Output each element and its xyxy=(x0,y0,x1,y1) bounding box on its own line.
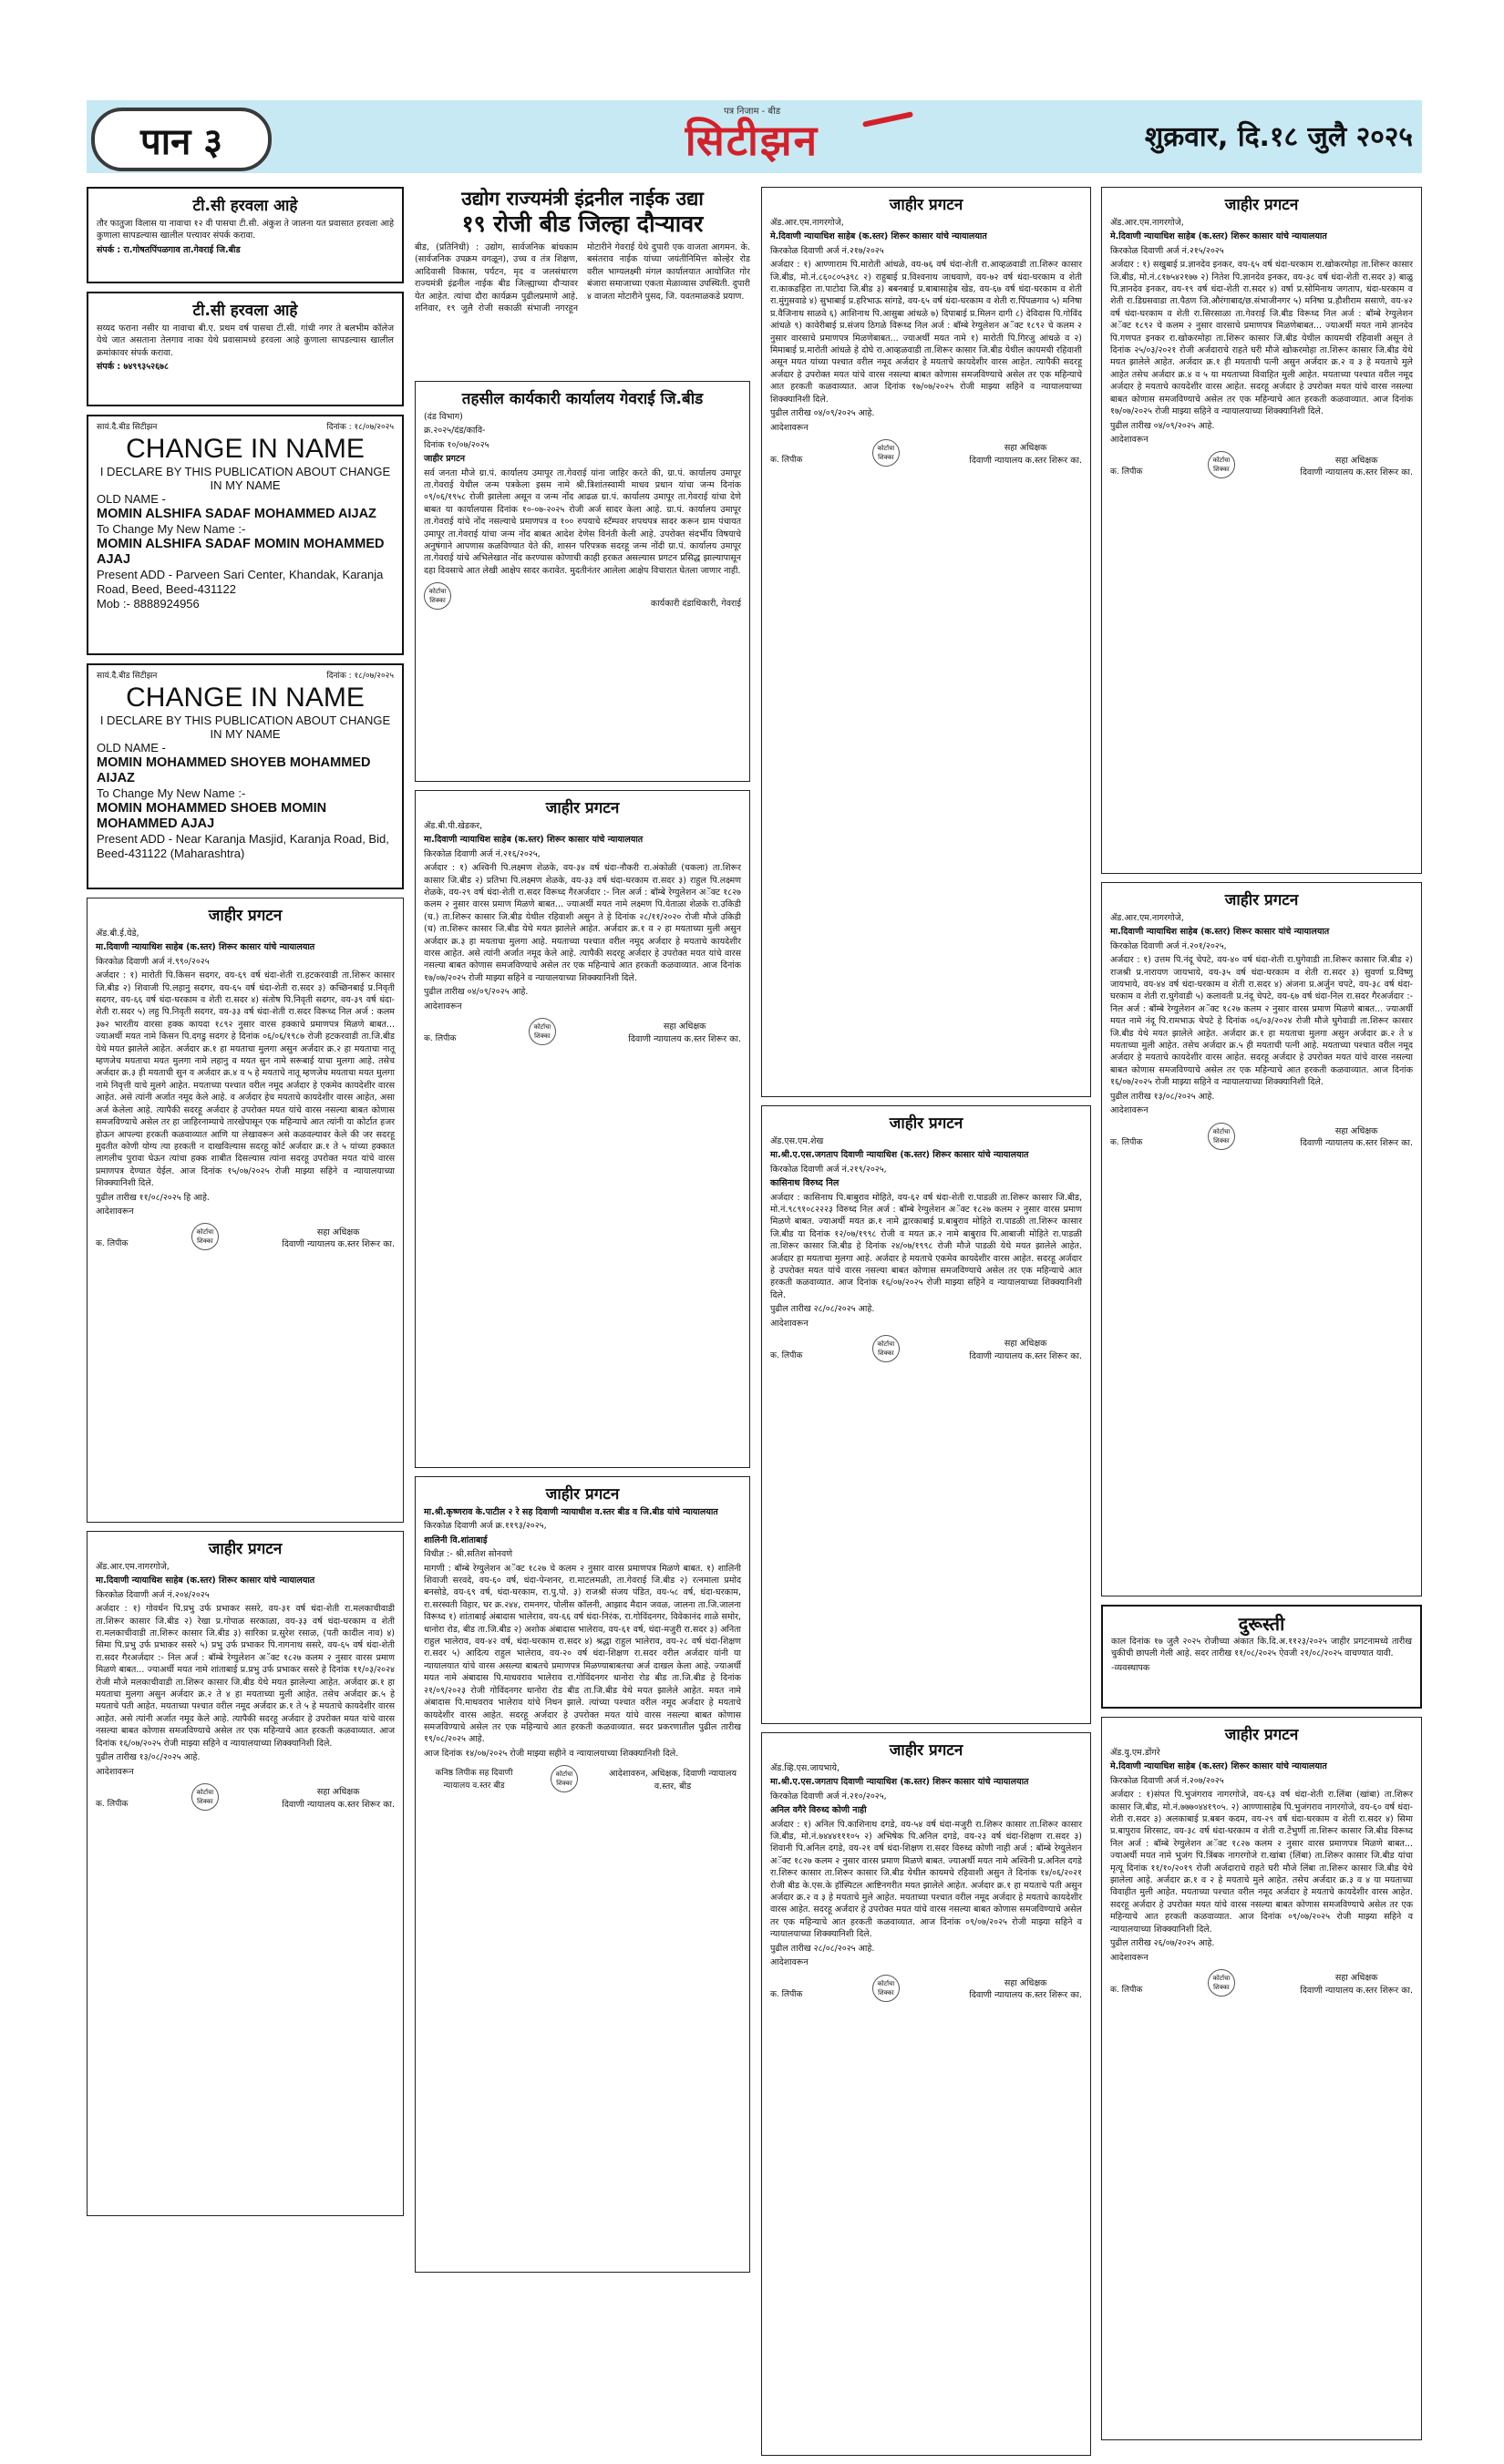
court-seal-icon: कोर्टाचा शिक्का xyxy=(1208,1123,1235,1150)
case-number: किरकोळ दिवाणी अर्ज नं.२१०/२०२५, xyxy=(770,1791,887,1802)
clerk-label: क. लिपीक xyxy=(770,455,803,465)
case-number: किरकोळ दिवाणी अर्ज नं.२१६/२०२५, xyxy=(424,848,541,859)
office-seal-icon: कोर्टाचा शिक्का xyxy=(424,582,451,610)
order-note: आदेशावरून xyxy=(770,1318,809,1329)
signatory xyxy=(969,442,1082,467)
new-name-label: To Change My New Name :- xyxy=(97,786,246,801)
notice-body: तौर फातुजा विलास या नावाचा १२ वी पासचा टी.सी. अंकुश ते जालना यत प्रवासात हरवला आहे कुणाला सापडल्यास खालील पत्त्यावर संपर्क करावा. xyxy=(97,219,395,241)
clerk-label: क. लिपीक xyxy=(1110,1138,1143,1148)
notice-title: जाहीर प्रगटन xyxy=(424,454,466,465)
logo-title: सिटीझन xyxy=(685,116,819,165)
public-notice-4 xyxy=(415,1476,750,2273)
clerk-label: क. लिपीक xyxy=(770,1350,803,1360)
court-seal-icon: कोर्टाचा शिक्का xyxy=(872,439,900,467)
old-name-label: OLD NAME - xyxy=(97,741,166,755)
reference-number: क्र.२०२५/दंड/कावि- xyxy=(424,426,486,436)
public-notice-5 xyxy=(761,187,1091,1097)
notice-title: जाहीर प्रगटन xyxy=(889,196,963,214)
clerk-label: क. लिपीक xyxy=(1110,467,1143,477)
office-name: तहसील कार्यकारी कार्यालय गेवराई जि.बीड xyxy=(461,390,704,408)
present-address: Present ADD - Near Karanja Masjid, Karanja Road, Bid, Beed-431122 (Maharashtra) xyxy=(97,832,389,861)
signatory-title: सहा अधिक्षक xyxy=(663,1022,706,1032)
notice-title: जाहीर प्रगटन xyxy=(545,1485,620,1504)
signature-block xyxy=(96,1223,395,1250)
case-number: किरकोळ दिवाणी अर्ज नं.२०४/२०२५ xyxy=(96,1589,210,1600)
signatory-title: सहा अधिक्षक xyxy=(1334,1125,1378,1136)
signature-block xyxy=(770,1975,1082,2002)
court-seal-icon: कोर्टाचा शिक्का xyxy=(1208,451,1235,478)
order-note: आदेशावरून xyxy=(1110,434,1149,445)
public-notice-10 xyxy=(1101,1717,1422,2440)
case-parties: कासिनाथ विरुध्द निल xyxy=(770,1178,840,1189)
advocate-name: ॲड.एस.एम.शेख xyxy=(770,1136,824,1146)
notice-declaration: I DECLARE BY THIS PUBLICATION ABOUT CHANGE IN MY NAME xyxy=(99,465,391,493)
signature-block xyxy=(1110,451,1413,478)
signatory-title: सहा अधिक्षक xyxy=(1004,1339,1047,1350)
notice-body: अर्जदार : १) उत्तम पि.नंदू चेपटे, वय-४० वर्ष धंदा-शेती रा.घुगेवाडी ता.शिरूर कासार जि.बीड २) राजश्री प्र.नारायण जायभाये, वय-३५ वर्ष धंदा-घरकाम व शेती रा.सदर ३) सुवर्णा प्र.विष्णु जायभाये, वय-४४ वर्ष धंदा-घरकाम व शेती रा.सदर ४) अंजना प्र.अर्जुन चपटे, वय-३८ वर्ष धंदा-घरकाम व शेती रा.घुगेवाडी ५) कलावती प्र.नंदू चेपटे, वय-६७ वर्ष धंदा-निल रा.सदर गैरअर्जदार :- निल अर्ज : बॉम्बे रेग्युलेशन अॅक्ट १८२७ कलम २ नुसार वारस प्रमाण मिळणे बाबत... ज्याअर्थी मयत नामे नंदू पि.रामभाऊ चेपटे हे दिनांक ०६/०३/२०२४ रोजी मौजे घुगेवाडी ता.शिरूर कासार जि.बीड येथे मयत झालेले आहेत. अर्जदार क्र.१ हा मयताचा मुलगा असुन अर्जदार क्र.२ ते ४ मयताच्या मुली आहेत. तसेच अर्जदार क्र.५ ही मयताची पत्नी आहे. मयताच्या पश्चात वरील नमूद अर्जदार हे मयताचे कायदेशीर वारस आहेत. सदरहू अर्जदार हे उपरोक्त मयत यांचे वारस नसल्या बाबत कोणास समजविण्याचे असेल तर एक महिन्याचे आत हरकती कळवाव्यात. आज दिनांक १६/०७/२०२५ रोजी माझ्या सहिने व न्यायालयाच्या शिक्क्यानिशी दिले. xyxy=(1110,955,1413,1088)
signatory xyxy=(969,1338,1082,1362)
court-name: मा.दिवाणी न्यायाधिश साहेब (क.स्तर) शिरूर कासार यांचे न्यायालयात xyxy=(96,942,315,953)
court-name: मा.दिवाणी न्यायाधिश साहेब (क.स्तर) शिरूर कासार यांचे न्यायालयात xyxy=(1110,927,1330,938)
mobile-number: Mob :- 8888924956 xyxy=(97,597,200,611)
signatory-title: सहा अधिक्षक xyxy=(1334,1973,1378,1984)
old-name-label: OLD NAME - xyxy=(97,492,166,507)
signatory-office: दिवाणी न्यायालय क.स्तर शिरूर का. xyxy=(1300,1138,1413,1149)
notice-date: दिनांक : १८/०७/२०२५ xyxy=(326,672,394,681)
old-name: MOMIN MOHAMMED SHOYEB MOHAMMED AIJAZ xyxy=(97,755,371,786)
court-seal-icon: कोर्टाचा शिक्का xyxy=(872,1335,900,1362)
signatory-office: दिवाणी न्यायालय क.स्तर शिरूर का. xyxy=(1300,467,1413,477)
advocate-name: ॲड.बी.पी.खेडकर, xyxy=(424,821,483,831)
notice-title: जाहीर प्रगटन xyxy=(545,799,620,817)
court-seal-icon: कोर्टाचा शिक्का xyxy=(1208,1969,1235,1997)
tc-lost-notice-2 xyxy=(87,292,404,406)
next-date: पुढील तारीख १३/०८/२०२५ आहे. xyxy=(96,1752,201,1763)
public-notice-1 xyxy=(87,898,404,1523)
order-note: आदेशावरून xyxy=(424,1001,462,1011)
next-date: पुढील तारीख ०४/०९/२०२५ आहे. xyxy=(770,408,875,419)
notice-body: अर्जदार : १) अनिल पि.काशिनाथ दगडे, वय-५४ वर्ष धंदा-मजुरी रा.शिरूर कासार ता.शिरूर कासार जि.बीड, मो.नं.७४४४१११०५ २) अभिषेक पि.अनिल दगडे, वय-२३ वर्ष धंदा-शिक्षण रा.सदर ३) शिवानी पि.अनिल दगडे, वय-२१ वर्ष धंदा-शिक्षण रा.सदर विरुध्द कोणी नाही अर्ज : बॉम्बे रेग्युलेशन अॅक्ट १८२७ कलम २ नुसार वारस प्रमाण मिळणे बाबत. ज्याअर्थी मयत नामे अश्विनी प्र.अनिल दगडे रा.शिरूर कासार ता.शिरूर कासार जि.बीड येथील कायमचे रहिवाशी असुन ते दिनांक १४/०६/२०२१ रोजी बीड के.एस.के हॉस्पिटल आष्टिनगरीत मयत झालेले आहेत. अर्जदार क्र.१ हा मयताचे पती असुन अर्जदार क्र.२ व ३ हे मयताचे मुले आहेत. मयताच्या पश्चात वरील नमूद अर्जदार हे मयताचे कायदेशीर वारस आहेत. सदरहू अर्जदार हे उपरोक्त मयत यांचे वारस नसल्या बाबत कोणास समजविण्याचे असेल तर एक महिन्याचे आत हरकती कळवाव्यात. आज दिनांक ०९/०७/२०२५ रोजी माझ्या सहिने व न्यायालयाच्या शिक्क्यानिशी दिले. xyxy=(770,1819,1082,1940)
notice-date: दिनांक १०/०७/२०२५ xyxy=(424,439,489,450)
court-name: मे.दिवाणी न्यायाधिश साहेब (क.स्तर) शिरूर कासार यांचे न्यायालयात xyxy=(1110,231,1327,242)
signatory xyxy=(282,1227,395,1251)
court-name: मा.श्री.कृष्णराव के.पाटील २ रे सह दिवाणी न्यायाधीश व.स्तर बीड व जि.बीड यांचे न्यायालयात xyxy=(424,1507,718,1517)
signatory xyxy=(1300,455,1413,479)
notice-meta xyxy=(97,671,394,683)
court-seal-icon: कोर्टाचा शिक्का xyxy=(872,1975,900,2002)
notice-body: सय्यद फराना नसीर या नावाचा बी.ए. प्रथम वर्ष पासचा टी.सी. गांधी नगर ते बलभीम कॉलेज येथे जात असताना तेलगाव नाका येथे प्रवासामध्ये हरवला आहे कुणाला सापडल्यास खालील क्रमांकावर संपर्क करावा. xyxy=(97,323,394,358)
case-number: किरकोळ दिवाणी अर्ज नं.२१७/२०२५ xyxy=(770,245,884,256)
signatory xyxy=(628,1021,741,1045)
article-headline-1: उद्योग राज्यमंत्री इंद्रनील नाईक उद्या xyxy=(461,188,704,210)
article-body: बीड, (प्रतिनिधी) : उद्योग, सार्वजनिक बांधकाम (सार्वजनिक उपक्रम वगळून), उच्च व तंत्र शिक्षण, आदिवासी विकास, पर्यटन, मृद व जलसंधारण राज्यमंत्री इंद्रनील नाईक बीड जिल्ह्याच्या दौऱ्यावर येत आहेत. त्यांचा दौरा कार्यक्रम पुढीलप्रमाणे आहे. शनिवार, १९ जुलै रोजी सकाळी संभाजी नगरहून मोटारीने गेवराई येथे दुपारी एक वाजता आगमन. के. बसंतराव नाईक यांच्या जयंतीनिमित्त कोल्हेर रोड वरील भाग्यलक्ष्मी मंगल कार्यालयात आयोजित गोर बंजारा समाजाच्या एकता मेळाव्यास उपस्थिती. दुपारी ४ वाजता मोटारीने पुसद, जि. यवतमाळकडे प्रयाण. xyxy=(415,242,750,314)
signatory: -व्यवस्थापक xyxy=(1111,1662,1150,1673)
signatory-office: दिवाणी न्यायालय क.स्तर शिरूर का. xyxy=(969,1990,1082,2001)
notice-title: जाहीर प्रगटन xyxy=(208,1540,283,1558)
advocate-name: विधीज्ञ :- श्री.सतिश सोनवणे xyxy=(424,1549,513,1560)
court-name: मा.दिवाणी न्यायाधिश साहेब (क.स्तर) शिरूर कासार यांचे न्यायालयात xyxy=(96,1576,315,1586)
signatory-office: दिवाणी न्यायालय क.स्तर शिरूर का. xyxy=(282,1799,395,1810)
notice-contact: संपर्क : ७४९९३५२६७८ xyxy=(97,362,169,373)
notice-title: जाहीर प्रगटन xyxy=(208,907,283,925)
clerk-label: क. लिपीक xyxy=(424,1033,457,1043)
clerk-label: कनिष्ठ लिपीक सह दिवाणी न्यायालय व.स्तर बीड xyxy=(435,1769,513,1791)
public-notice-8 xyxy=(1101,187,1422,874)
signatory-office: दिवाणी न्यायालय क.स्तर शिरूर का. xyxy=(969,455,1082,466)
notice-title: CHANGE IN NAME xyxy=(126,683,365,714)
advocate-name: ॲड.बी.ई.येडे, xyxy=(96,929,139,939)
clerk-label: क. लिपीक xyxy=(1110,1985,1143,1995)
notice-body: अर्जदार : १) आण्णाराम पि.मारोती आंधळे, वय-७६ वर्ष धंदा-शेती रा.आव्हळवाडी ता.शिरूर कासार जि.बीड, मो.नं.८६०८०५३९८ २) राहुबाई प्र.विश्वनाथ जाधवाणे, वय-७२ वर्ष धंदा-घरकाम व शेती रा.काकडहिरा ता.पाटोदा जि.बीड ३) बबनबाई प्र.बाबासाहेब खेड, वय-६७ वर्ष धंदा-घरकाम व शेती रा.मुंगुसवाडे ४) सुभाबाई प्र.हरिभाऊ सांगडे, वय-६५ वर्ष धंदा-घरकाम व शेती रा.पिंपळगाव ५) मनिषा प्र.वैजिनाथ साळवे ६) आशिनाथ पि.आसुबा आंधळे ७) दिपाबाई प्र.मिलन दागी ८) देविदास पि.गोविंद आंधळे ९) कावेरीबाई प्र.संजय ठिगळे विरूध्द निल अर्ज : बॉम्बे रेग्युलेशन अॅक्ट १८९२ चे कलम २ नुसार वारसाचे प्रमाणपत्र मिळणेबाबत... ज्याअर्थी मयत नामे १) मारोती पि.गिरजु आंधळे व २) मिमाबाई प्र.मारोती आंधळे हे दोघे रा.आव्हळवाडी ता.शिरूर कासार जि.बीड येथील कायमची रहिवाशी असून मयत यांच्या पश्चात वरील नमूद अर्जदार हे मयताचे कायदेशीर वारस आहेत. त्यापैकी सदरहू अर्जदार हे उपरोक्त मयत यांचे वारस नसल्या बाबत कोणास समजविण्याचे असेल तर एक महिन्याचे आत हरकती कळवाव्यात. आज दिनांक १७/०७/२०२५ रोजी माझ्या सहिने व न्यायालयाच्या शिक्क्यानिशी दिले. xyxy=(770,260,1082,405)
notice-title: जाहीर प्रगटन xyxy=(889,1114,963,1133)
signatory-title: सहा अधिक्षक xyxy=(1334,455,1378,466)
court-name: मा.श्री.ए.एस.जगताप दिवाणी न्यायाधिश (क.स्तर) शिरूर कासार यांचे न्यायालयात xyxy=(770,1150,1029,1161)
issue-line: आज दिनांक १४/०७/२०२५ रोजी माझ्या सहीने व न्यायालयाच्या शिक्क्यानिशी दिले. xyxy=(424,1748,679,1759)
newspaper-logo xyxy=(583,104,921,169)
public-notice-6 xyxy=(761,1105,1091,1724)
next-date: पुढील तारीख १३/०८/२०२५ आहे. xyxy=(1110,1091,1215,1102)
court-seal-icon: कोर्टाचा शिक्का xyxy=(551,1765,578,1792)
column-1 xyxy=(87,187,404,2224)
signatory-office: दिवाणी न्यायालय क.स्तर शिरूर का. xyxy=(282,1238,395,1249)
notice-date: दिनांक : १८/०७/२०२५ xyxy=(326,423,394,432)
notice-declaration: I DECLARE BY THIS PUBLICATION ABOUT CHANGE IN MY NAME xyxy=(99,714,391,742)
clerk-label: क. लिपीक xyxy=(96,1799,129,1809)
next-date: पुढील तारीख ०४/०९/२०२५ आहे. xyxy=(1110,420,1215,431)
signatory: कार्यकारी दंडाधिकारी, गेवराई xyxy=(650,598,741,609)
signatory-title: सहा अधिक्षक xyxy=(316,1227,360,1237)
advocate-name: ॲड.आर.एम.नागरगोजे, xyxy=(1110,913,1184,923)
signatory xyxy=(1300,1125,1413,1150)
notice-title: जाहीर प्रगटन xyxy=(1224,891,1299,909)
public-notice-2 xyxy=(87,1531,404,2216)
notice-body: अर्जदार : १) अश्विनी पि.लक्ष्मण शेळके, वय-३४ वर्ष धंदा-नौकरी रा.अंकोळी (चकला) ता.शिरूर कासार जि.बीड २) प्रतिभा पि.लक्ष्मण शेळके, वय-३३ वर्ष धंदा-घरकाम रा.सदर ३) राहुल पि.लक्ष्मण शेळके, वय-२९ वर्ष धंदा-शेती रा.सदर विरूध्द गैरअर्जदार :- निल अर्ज : बॉम्बे रेग्युलेशन अॅक्ट १८२७ कलम २ नुसार वारस प्रमाण मिळणे बाबत... ज्याअर्थी मयत नामे लक्ष्मण पि.येताळा शेळके रा.उकिडी (च.) ता.शिरूर कासार जि.बीड येथील रहिवाशी असुन ते हे दिनांक २८/११/२०२० रोजी मौजे उकिडी (च) ता.शिरूर कासार जि.बीड येथे मयत झालेले आहेत. अर्जदार क्र.१ व २ हा मयताच्या मुली असुन अर्जदार क्र.३ हा मयताचा मुलगा आहे. मयताच्या पश्चात वरील नमूद अर्जदार हे मयताचे कायदेशीर वारस आहेत. असे त्यांनी अर्जात नमूद केले आहे. त्यापैकी सदरहू अर्जदार हे उपरोक्त मयत यांचे वारस नसल्या बाबत कोणास समजविण्याचे असेल तर एक महिन्याचे आत हरकती कळवाव्यात. आज दिनांक १७/०७/२०२५ रोजी माझ्या सहिने व न्यायालयाच्या शिक्क्यानिशी दिले. xyxy=(424,863,741,983)
order-note: आदेशावरून xyxy=(770,1957,809,1968)
court-seal-icon: कोर्टाचा शिक्का xyxy=(529,1018,556,1045)
notice-body: अर्जदार : १) गोवर्धन पि.प्रभु उर्फ प्रभाकर ससरे, वय-३१ वर्ष धंदा-शेती रा.मलकाचीवाडी ता.शिरूर कासार जि.बीड २) रेखा प्र.गोपाळ सरकाळा, वय-३३ वर्ष धंदा-घरकाम व शेती रा.मलकाचीवाडी ता.शिरूर कासार जि.बीड ३) सारिका प्र.सुरेश रसाळ, (पती कादील नाव) ४) सिमा पि.प्रभु उर्फ प्रभाकर ससरे ५) प्रभु उर्फ प्रभाकर पि.नागनाथ ससरे, वय-६५ वर्ष धंदा-शेती रा.सदर गैरअर्जदार :- निल अर्ज : बॉम्बे रेग्युलेशन अॅक्ट १८२७ कलम २ नुसार वारस प्रमाण मिळणे बाबत... ज्याअर्थी मयत नामे शांताबाई प्र.प्रभु उर्फ प्रभाकर ससरे हे दिनांक ११/०३/२०२४ रोजी मौजे मलकाचीवाडी ता.शिरूर कासार जि.बीड येथे मयत झालेल्या आहेत. अर्जदार क्र.१ हा मयताचा मुलगा असुन अर्जदार क्र.२ ते ४ हा मयताच्या मुली आहेत. तसेच अर्जदार क्र.५ हे मयताचे पती आहेत. मयताच्या पश्चात वरील नमूद अर्जदार क्र.१ ते ५ हे मयताचे कायदेशीर वारस आहेत. असे त्यांनी अर्जात नमूद केले आहे. त्यापैकी सदरहू अर्जदार हे उपरोक्त मयत यांचे वारस नसल्या बाबत कोणास समजविण्याचे असेल तर एक महिन्याचे आत हरकती कळवाव्यात. आज दिनांक १६/०७/२०२५ रोजी माझ्या सहिने व न्यायालयाच्या शिक्क्यानिशी दिले. xyxy=(96,1604,395,1749)
signatory-title: सहा अधिक्षक xyxy=(316,1787,360,1798)
advocate-name: ॲड.आर.एम.नागरगोजे, xyxy=(1110,218,1184,228)
old-name: MOMIN ALSHIFA SADAF MOHAMMED AIJAZ xyxy=(97,507,376,522)
new-name: MOMIN ALSHIFA SADAF MOMIN MOHAMMED AJAJ xyxy=(97,537,385,568)
signature-block xyxy=(1110,1123,1413,1150)
clerk-label: क. लिपीक xyxy=(96,1238,129,1248)
signature-block xyxy=(424,1765,741,1792)
case-parties: शालिनी वि.शांताबाई xyxy=(424,1535,488,1545)
order-note: आदेशावरून xyxy=(1110,1952,1149,1963)
notice-title: दुरूस्ती xyxy=(1238,1613,1285,1635)
notice-title: CHANGE IN NAME xyxy=(126,434,365,465)
case-number: किरकोळ दिवाणी अर्ज क्र.११९३/२०२५, xyxy=(424,1521,547,1532)
present-address: Present ADD - Parveen Sari Center, Khandak, Karanja Road, Beed, Beed-431122 xyxy=(97,568,384,597)
order-note: आदेशावरून xyxy=(96,1766,134,1777)
notice-title: जाहीर प्रगटन xyxy=(889,1741,963,1760)
order-note: आदेशावरून xyxy=(96,1206,134,1217)
notice-body: अर्जदार : १)संपत पि.भुजंगराव नागरगोजे, वय-६३ वर्ष धंदा-शेती रा.लिंबा (खांबा) ता.शिरूर कासार जि.बीड, मो.नं.७७७०४४१९०५. २) आण्णासाहेब पि.भुजंगराव नागरगोजे, वय-६० वर्ष धंदा-शेती रा.सदर ३) अलकाबाई प्र.बबन कदम, वय-२९ वर्ष धंदा-घरकाम व शेती रा.सदर ४) सिमा प्र.बापुराव शिरसाट, वय-३८ वर्ष धंदा-घरकाम व शेती रा.टेंभुर्णी ता.शिरूर कासार जि.बीड विरूध्द निल अर्ज : बॉम्बे रेग्युलेशन अॅक्ट १८२७ कलम २ नुसार वारस प्रमाणपत्र मिळणे बाबत... ज्याअर्थी मयत नामे भुजंग पि.त्रिंबक नागरगोजे रा.खांबा (लिंबा) ता.शिरूर कासार जि.बीड यांचा मृत्यू दिनांक ११/१०/२०१९ रोजी अर्जदाराचे राहते घरी मौजे लिंबा ता.शिरूर कासार जि.बीड येथे झालेला आहे. अर्जदार क्र.१ व २ हे मयताचे मुले आहेत. तसेच अर्जदार क्र.३ व ४ या मयताच्या विवाहीत मुली आहेत. मयताच्या पश्चात वरील नमूद अर्जदार हे मयताचे कायदेशीर वारस आहेत. सदरहू अर्जदार हे उपरोक्त मयत यांचे वारस नसल्या बाबत कोणास समजविण्याचे असेल तर एक महिन्याचे आत हरकती कळवाव्यात. आज दिनांक ०९/०७/२०२५ रोजी माझ्या सहिने व न्यायालयाच्या शिक्क्यानिशी दिले. xyxy=(1110,1790,1413,1935)
signature-block xyxy=(1110,1969,1413,1997)
advocate-name: ॲड.यु.एम.डोंगरे xyxy=(1110,1748,1160,1758)
signatory-office: दिवाणी न्यायालय क.स्तर शिरूर का. xyxy=(1300,1985,1413,1996)
page-number-badge: पान ३ xyxy=(91,108,272,171)
signatory-title: सहा अधिक्षक xyxy=(1004,1977,1047,1988)
signatory: आदेशावरुन, अधिक्षक, दिवाणी न्यायालय व.स्तर, बीड xyxy=(609,1769,737,1792)
notice-title: टी.सी हरवला आहे xyxy=(192,302,298,320)
notice-body: काल दिनांक १७ जुलै २०२५ रोजीच्या अंकात कि.दि.अ.११२३/२०२५ जाहीर प्रगटनामध्ये तारीख चुकीची छापली गेली आहे. सदर तारीख ११/०८/२०२५ ऐवजी २१/०८/२०२५ वाचण्यात यावी. xyxy=(1111,1637,1412,1659)
new-name: MOMIN MOHAMMED SHOEB MOMIN MOHAMMED AJAJ xyxy=(97,801,327,832)
case-number: किरकोळ दिवाणी अर्ज नं.२१९/२०२५, xyxy=(770,1164,887,1175)
signature-block xyxy=(770,1335,1082,1362)
signatory xyxy=(969,1977,1082,2002)
notice-body: सर्व जनता मौजे ग्रा.पं. कार्यालय उमापूर ता.गेवराई यांना जाहिर करते की, ग्रा.पं. कार्यालय उमापूर ता.गेवराई येथील जन्म पत्रकेला इसम नामे श्री.त्रिशांतस्वामी माधव प्रधान यांचा जन्म दिनांक ०९/०६/१९५८ रोजी झालेला असून व जन्म नोंद आढळ ग्रा.पं. कार्यालय उमापूर ता.गेवराई यांचा देणे बाबत या कार्यालयास दिनांक १०-०७-२०२५ रोजी अर्ज सादर केला आहे. ग्रा.पं. कार्यालय उमापूर ता.गेवराई यांचे नोंद नसल्याचे प्रमाणपत्र व १०० रुपयाचे स्टॅम्पवर शपथपत्र सादर करून ग्राम पंचायत उमापूर ता.गेवराई यांचा जन्म नोंद बाबत आदेश देणेस विनंती केली आहे. उपरोक्त संदर्भीय विषयाचे अनुषंगाने आपणास कळविण्यात येते की, शासन परिपत्रक सदरहू जन्म नोंदी ग्रा.पं. कार्यालय उमापूर ता.गेवराई यांचे अभिलेखात नोंद करण्यास कोणाची काही हरकत असल्यास प्रगटन प्रसिद्ध झाल्यापासून दहा दिवसाचे आत लेखी आक्षेप सादर करावेत. मुदतीनंतर आलेला आक्षेप विचारात घेतला जाणार नाही. xyxy=(424,467,741,576)
signatory-title: सहा अधिक्षक xyxy=(1004,443,1047,454)
court-name: मे.दिवाणी न्यायाधिश साहेब (क.स्तर) शिरूर कासार यांचे न्यायालयात xyxy=(1110,1761,1327,1772)
next-date: पुढील तारीख २८/०८/२०२५ आहे. xyxy=(770,1943,875,1954)
court-name: मा.श्री.ए.एस.जगताप दिवाणी न्यायाधिश (क.स्तर) शिरूर कासार यांचे न्यायालयात xyxy=(770,1777,1029,1788)
notice-contact: संपर्क : रा.गोषतपिंपळगाव ता.गेवराई जि.बीड xyxy=(97,244,241,255)
tc-lost-notice-1 xyxy=(87,187,404,283)
order-note: आदेशावरून xyxy=(1110,1105,1149,1116)
tahsil-notice xyxy=(415,381,750,782)
clerk-label: क. लिपीक xyxy=(770,1990,803,2000)
notice-title: जाहीर प्रगटन xyxy=(1224,196,1299,214)
public-notice-9 xyxy=(1101,882,1422,1596)
next-date: पुढील तारीख ११/०८/२०२५ हि आहे. xyxy=(96,1192,210,1203)
change-in-name-notice-1 xyxy=(87,415,404,655)
column-4 xyxy=(1101,187,1422,2449)
public-notice-7 xyxy=(761,1732,1091,2456)
advocate-name: ॲड.व्हि.एस.जायभाये, xyxy=(770,1763,840,1773)
court-seal-icon: कोर्टाचा शिक्का xyxy=(191,1783,219,1811)
court-seal-icon: कोर्टाचा शिक्का xyxy=(191,1223,219,1250)
case-number: किरकोळ दिवाणी अर्ज नं.९९०/२०२५ xyxy=(96,956,210,967)
next-date: पुढील तारीख ०४/०९/२०२५ आहे. xyxy=(424,987,529,998)
court-name: मे.दिवाणी न्यायाधिश साहेब (क.स्तर) शिरूर कासार यांचे न्यायालयात xyxy=(770,231,987,242)
correction-notice xyxy=(1101,1605,1422,1709)
signatory xyxy=(282,1786,395,1811)
column-2 xyxy=(415,187,750,2281)
signatory xyxy=(1300,1972,1413,1997)
signature-block xyxy=(424,1018,741,1045)
notice-body: अर्जदार : १) सखुबाई प्र.ज्ञानदेव इनकर, वय-६५ वर्ष धंदा-घरकाम रा.खोकरमोहा ता.शिरूर कासार जि.बीड, मो.नं.८१७५४२१७७ २) नितेश पि.ज्ञानदेव इनकर, वय-३८ वर्ष धंदा-शेती रा.सदर ३) बाळु पि.ज्ञानदेव इनकर, वय-१९ वर्ष धंदा-शेती रा.सदर ४) वर्षा प्र.सोमिनाथ जगताप, धंदा-घरकाम व शेती रा.डिग्रसवाडा ता.पैठण जि.औरंगाबाद/छ.संभाजीनगर ५) मनिषा प्र.हौशीराम ससाणे, वय-४२ वर्ष धंदा-घरकाम व शेती रा.सिरसाळा ता.गेवराई जि.बीड विरूध्द निल अर्ज : बॉम्बे रेग्युलेशन अॅक्ट १८९२ चे कलम २ नुसार वारसाचे प्रमाणपत्र मिळणेबाबत... ज्याअर्थी मयत नामे ज्ञानदेव पि.गणपत इनकर रा.खोकरमोहा ता.शिरूर कासार जि.बीड येथील कायमची रहिवाशी असून ते दिनांक २५/०३/२०२१ रोजी अर्जदाराचे राहते घरी मौजे खोकरमोहा ता.शिरूर कासार जि.बीड येथे मयत झालेले आहेत. अर्जदार क्र.१ ही मयताची पत्नी असुन अर्जदार क्र.२ व ३ हे मयताचे मुले आहेत तसेच अर्जदार क्र.४ व ५ या मयताच्या विवाहित मुली आहेत. मयताच्या पश्चात वरील नमूद अर्जदार हे मयताचे कायदेशीर वारस आहेत. सदरहू अर्जदार हे उपरोक्त मयत यांचे वारस नसल्या बाबत कोणास समजविण्याचे असेल तर एक महिन्याचे आत हरकती कळवाव्यात. आज दिनांक १७/०७/२०२५ रोजी माझ्या सहिने व न्यायालयाच्या शिक्क्यानिशी दिले. xyxy=(1110,260,1413,417)
news-article xyxy=(415,187,750,374)
signature-block xyxy=(424,582,741,610)
new-name-label: To Change My New Name :- xyxy=(97,522,246,537)
next-date: पुढील तारीख २८/०८/२०२५ आहे. xyxy=(770,1304,875,1315)
office-department: (दंड विभाग) xyxy=(424,412,463,422)
notice-title: जाहीर प्रगटन xyxy=(1224,1726,1299,1744)
case-number: किरकोळ दिवाणी अर्ज नं.२१५/२०२५ xyxy=(1110,245,1224,256)
notice-body: मागणी : बॉम्बे रेग्युलेशन अॅक्ट १८२७ चे कलम २ नुसार वारस प्रमाणपत्र मिळणे बाबत. १) शालिनी शिवाजी सरवदे, वय-६० वर्ष, धंदा-पेन्शनर, रा.माटलमळी, ता.गेवराई जि.बीड २) रत्नमाला प्रमोद बनसोडे, वय-६९ वर्ष, धंदा-घरकाम, रा.पु.पो. ३) राजश्री संजय पंडित, वय-५८ वर्ष, धंदा-घरकाम, रा.सरस्वती विहार, घर क्र.२४४, रामनगर, पोलीस कॉलनी, आझाद मैदान जवळ, जालना ता.जि.जालना विरूध्द १) शांताबाई अंबादास भालेराव, वय-६६ वर्ष धंदा-निरंक, रा.गोविंदनगर, विवेकानंद शाळे समोर, धानोरा रोड, बीड ता.जि.बीड २) अशोक अंबादास भालेराव, वय-६१ वर्ष, धंदा-मजुरी रा.सदर ३) अनिता राहुल भालेराव, वय-४२ वर्ष, धंदा-घरकाम रा.सदर ४) श्रद्धा राहुल भालेराव, वय-२८ वर्ष धंदा-शिक्षण रा.सदर ५) आदित्य राहुल भालेराव, वय-२० वर्ष धंदा-शिक्षण रा.सदर वरील अर्जदार यांनी या न्यायालयात यांचे वारस असल्या बाबतचे प्रमाणपत्र मिळण्याबाबतचा अर्ज दाखल केला आहे. ज्याअर्थी मयत नामे अंबादास पि.माधवराव भालेराव रा.गोविंदनगर धानोरा रोड बीड ता.जि.बीड हे दिनांक २१/०९/२०२३ रोजी गोविंदनगर धानोरा रोड बीड ता.जि.बीड येथे मयत झालेले आहेत. मयत नामे अंबादास पि.माधवराव भालेराव यांचे निधन झाले. त्यांच्या पश्चात वरील नमूद अर्जदार हे मयताचे कायदेशीर वारस आहेत. सदरहू अर्जदार हे उपरोक्त मयत यांचे वारस नसल्या बाबत कोणास समजविण्याचे असेल तर एक महिन्याचे आत हरकती कळवाव्यात. सदर प्रकरणातील पुढील तारीख १९/०८/२०२५ आहे. xyxy=(424,1563,741,1745)
notice-source: सायं.दै.बीड सिटीझन xyxy=(97,423,158,432)
order-note: आदेशावरून xyxy=(770,422,809,433)
article-headline-2: १९ रोजी बीड जिल्हा दौऱ्यावर xyxy=(461,210,704,237)
case-parties: अनिल वगैरे विरुध्द कोणी नाही xyxy=(770,1805,867,1816)
case-number: किरकोळ दिवाणी अर्ज नं.२०७/२०२५ xyxy=(1110,1775,1224,1786)
notice-source: सायं.दै.बीड सिटीझन xyxy=(97,672,158,681)
court-name: मा.दिवाणी न्यायाधिश साहेब (क.स्तर) शिरूर कासार यांचे न्यायालयात xyxy=(424,835,644,846)
logo-tagline: पत्र निजाम - बीड xyxy=(723,107,781,117)
notice-body: अर्जदार : कासिनाथ पि.बाबुराव मोहिते, वय-६२ वर्ष धंदा-शेती रा.पाडळी ता.शिरूर कासार जि.बीड, मो.नं.९८९१०८२२२३ विरुध्द निल अर्ज : बॉम्बे रेग्युलेशन अॅक्ट १८२७ कलम २ नुसार वारस प्रमाण मिळणे बाबत. ज्याअर्थी मयत क्र.१ नामे द्वारकाबाई प्र.बाबुराव मोहिते रा.पाडळी ता.शिरूर कासार जि.बीड या दिनांक १२/०७/१९९८ रोजी व मयत क्र.२ नामे बाबुराव पि.आबाजी मोहिते रा.पाडळी ता.शिरूर कासार जि.बीड हे दिनांक २४/०७/१९९८ रोजी मौजे पाडळी येथे मयत झालेले आहेत. अर्जदार हा मयताचा मुलगा आहे. अर्जदार हे मयताचे एकमेव कायदेशीर वारस आहेत. सदरहू अर्जदार हे उपरोक्त मयत यांचे वारस नसल्या बाबत कोणास समजविण्याचे असेल तर एक महिन्याचे आत हरकती कळवाव्यात. आज दिनांक १६/०७/२०२५ रोजी माझ्या सहिने व न्यायालयाच्या शिक्क्यानिशी दिले. xyxy=(770,1192,1082,1300)
advocate-name: ॲड.आर.एम.नागरगोजे, xyxy=(96,1562,170,1572)
notice-body: अर्जदार : १) मारोती पि.किसन सदगर, वय-६९ वर्ष धंदा-शेती रा.हटकरवाडी ता.शिरूर कासार जि.बीड २) शिवाजी पि.लहानु सदगर, वय-६५ वर्ष धंदा-शेती रा.सदर ३) कच्छिनबाई प्र.निवृती सदगर, वय-६६ वर्ष धंदा-घरकाम व शेती रा.सदर ४) संतोष पि.निवृती सदगर, वय-३९ वर्ष धंदा-शेती रा.सदर ५) लहु पि.निवृती सदगर, वय-३३ वर्ष धंदा-शेती रा.सदर विरूध्द निल अर्ज : कलम ३७२ भारतीय वारसा हक्क कायदा १८९२ नुसार वारस हक्काचे प्रमाणपत्र मिळणे बाबत... ज्याअर्थी मयत नामे किसन पि.दगडु सदगर हे दिनांक ०६/०६/१९८७ रोजी हटकरवाडी ता.जि.बीड येथे मयत झालेले आहेत. अर्जदार क्र.१ हा मयताचा मुलगा असुन अर्जदार क्र.२ हा मयताचा नातू म्हणजेच मयताचा मयत मुलगा नामे लहानु व मयत सुन नामे सरूबाई याचा मुलगा आहे. तसेच अर्जदार क्र.३ ही मयताची सुन व अर्जदार क्र.४ व ५ हे मयताचे नातू म्हणजेच मयताचा मयत मुलगा नामे निवृत्ती याचे मुलगे आहेत. मयताच्या पश्चात वरील नमूद अर्जदार हे एकमेव कायदेशीर वारस आहेत. असे त्यांनी अर्जात नमूद केले आहे. व अर्जदार हेच मयताचे कायदेशीर वारस आहेत, असा अर्ज केलेला आहे. त्यापैकी सदरहू अर्जदार हे उपरोक्त मयत यांचे वारस नसल्या बाबत कोणास समजविण्याचे असेल तर हा जाहिरनाम्याचे तारखेपासून एक महिन्याचे आत त्यांनी या कोर्टात हजर होऊन आपल्या हरकती कळवाव्यात आणि या लेखावरून असे कळवल्यावर केले की जर सदरहू मुदतीत कोणी योग्य त्या हरकती न दाखविल्यास सदरहू कोर्ट अर्जदार क्र.१ ते ५ यांच्या हक्कात लागलीच पुरावा घेऊन त्यांचा हक्क शाबीत दिसल्यास त्यांना सदरहू उपरोक्त मयत यांचे वारस प्रमाणपत्र देण्यात येईल. आज दिनांक १५/०७/२०२५ रोजी माझ्या सहिने व न्यायालयाच्या शिक्क्यानिशी दिले. xyxy=(96,970,395,1189)
advocate-name: ॲड.आर.एम.नागरगोजे, xyxy=(770,218,844,228)
issue-date: शुक्रवार, दि.१८ जुलै २०२५ xyxy=(1144,121,1413,153)
signatory-office: दिवाणी न्यायालय क.स्तर शिरूर का. xyxy=(969,1350,1082,1361)
signatory-office: दिवाणी न्यायालय क.स्तर शिरूर का. xyxy=(628,1033,741,1044)
next-date: पुढील तारीख २६/०७/२०२५ आहे. xyxy=(1110,1938,1215,1949)
notice-meta xyxy=(97,422,394,434)
column-3 xyxy=(761,187,1091,2464)
signature-block xyxy=(96,1783,395,1811)
public-notice-3 xyxy=(415,790,750,1468)
notice-title: टी.सी हरवला आहे xyxy=(192,197,298,215)
case-number: किरकोळ दिवाणी अर्ज नं.२०१/२०२५, xyxy=(1110,940,1227,951)
signature-block xyxy=(770,439,1082,467)
change-in-name-notice-2 xyxy=(87,663,404,889)
